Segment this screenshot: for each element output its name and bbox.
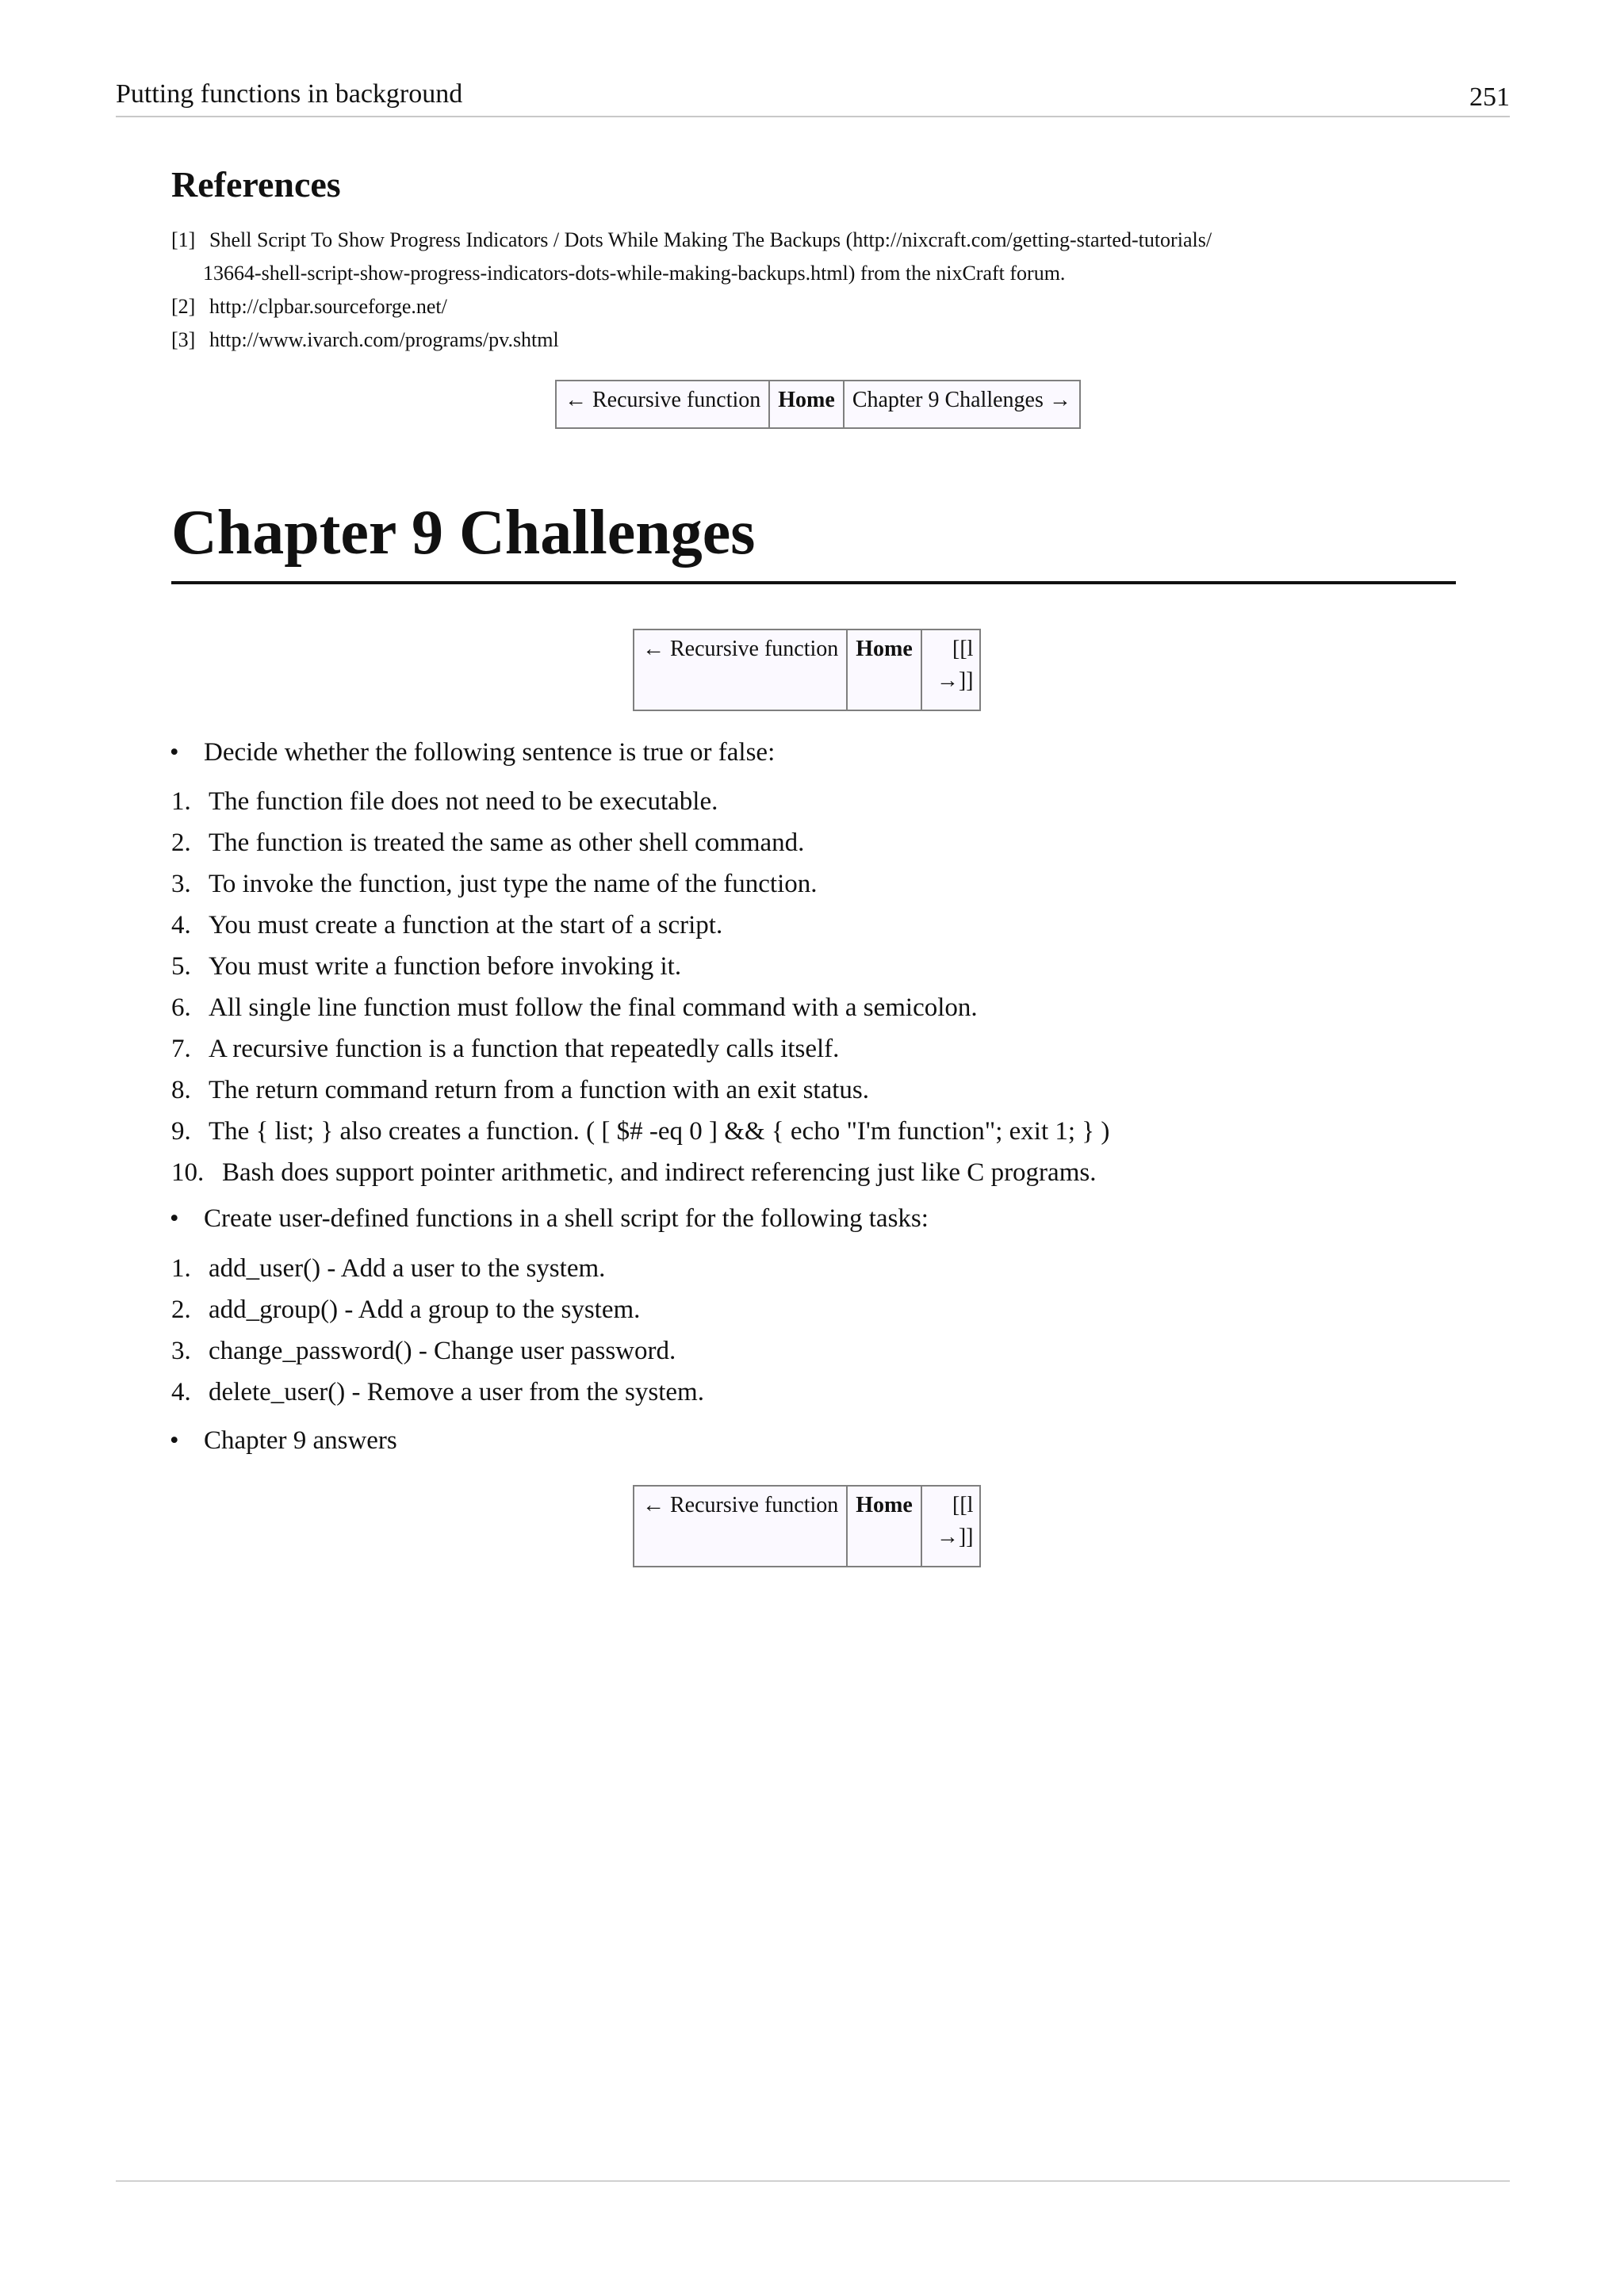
page-number: 251 — [1469, 82, 1510, 112]
list-item: All single line function must follow the final command with a semicolon. — [209, 993, 978, 1022]
list-item-number: 4. — [171, 911, 191, 939]
nav-next-text-line1: [[l — [952, 637, 974, 661]
reference-number: [1] — [171, 228, 196, 251]
list-item: add_user() - Add a user to the system. — [209, 1254, 606, 1283]
list-item-number: 9. — [171, 1117, 191, 1146]
nav-next-text-line1: [[l — [952, 1493, 974, 1517]
list-item: The function file does not need to be executable. — [209, 787, 718, 816]
reference-number: [3] — [171, 328, 196, 351]
nav-prev-link[interactable]: ← Recursive function — [634, 1486, 847, 1567]
references-list — [171, 224, 1511, 357]
bullet-text: Create user-defined functions in a shell script for the following tasks: — [204, 1204, 929, 1233]
bullet-marker: • — [170, 1204, 179, 1233]
list-item-number: 1. — [171, 1254, 191, 1283]
running-header — [116, 76, 1510, 117]
reference-link[interactable]: Shell Script To Show Progress Indicators / Dots While Making The Backups (http://nixcraft.com/getting-started-tutorials/ — [209, 228, 1212, 251]
navigation-box-chapter — [633, 629, 981, 711]
reference-link[interactable]: http://clpbar.sourceforge.net/ — [209, 295, 447, 318]
reference-link-continued[interactable]: 13664-shell-script-show-progress-indicators-dots-while-making-backups.html) from the nixCraft forum. — [203, 262, 1066, 285]
list-item-number: 2. — [171, 1295, 191, 1324]
list-item: You must write a function before invoking it. — [209, 952, 682, 981]
navigation-box-bottom — [633, 1485, 981, 1567]
list-item-number: 1. — [171, 787, 191, 816]
nav-prev-link[interactable]: ← Recursive function — [634, 629, 847, 710]
list-item-number: 4. — [171, 1378, 191, 1406]
nav-home-link[interactable]: Home — [847, 629, 921, 710]
list-item: The return command return from a function with an exit status. — [209, 1076, 870, 1104]
list-item-number: 3. — [171, 1337, 191, 1365]
list-item: A recursive function is a function that repeatedly calls itself. — [209, 1035, 840, 1063]
nav-next-text-line2: →]] — [936, 668, 974, 693]
references-heading: References — [171, 164, 341, 205]
list-item-number: 8. — [171, 1076, 191, 1104]
nav-next-link[interactable] — [921, 629, 981, 710]
bullet-marker: • — [170, 738, 179, 767]
reference-item — [171, 224, 1511, 290]
navigation-box-top — [555, 380, 1081, 429]
list-item-number: 10. — [171, 1158, 205, 1187]
list-item: The { list; } also creates a function. ( [ $# -eq 0 ] && { echo "I'm function"; exit 1; } ) — [209, 1117, 1110, 1146]
list-item: Bash does support pointer arithmetic, and indirect referencing just like C programs. — [222, 1158, 1097, 1187]
list-item: The function is treated the same as other shell command. — [209, 828, 805, 857]
bullet-marker: • — [170, 1426, 179, 1455]
list-item: delete_user() - Remove a user from the system. — [209, 1378, 704, 1406]
nav-next-link[interactable] — [921, 1486, 981, 1567]
reference-item — [171, 290, 1511, 323]
nav-home-link[interactable]: Home — [769, 381, 844, 428]
bullet-text: Decide whether the following sentence is true or false: — [204, 738, 776, 767]
list-item-number: 2. — [171, 828, 191, 857]
list-item: change_password() - Change user password. — [209, 1337, 676, 1365]
list-item: add_group() - Add a group to the system. — [209, 1295, 641, 1324]
nav-next-link[interactable]: Chapter 9 Challenges → — [844, 381, 1080, 428]
reference-number: [2] — [171, 295, 196, 318]
reference-item — [171, 323, 1511, 357]
chapter-title-rule — [171, 581, 1456, 584]
footer-rule — [116, 2180, 1510, 2182]
list-item-number: 6. — [171, 993, 191, 1022]
nav-prev-link[interactable]: ← Recursive function — [556, 381, 769, 428]
chapter-title: Chapter 9 Challenges — [171, 498, 756, 568]
reference-link[interactable]: http://www.ivarch.com/programs/pv.shtml — [209, 328, 559, 351]
list-item-number: 3. — [171, 870, 191, 898]
list-item-number: 7. — [171, 1035, 191, 1063]
nav-home-link[interactable]: Home — [847, 1486, 921, 1567]
list-item: You must create a function at the start of a script. — [209, 911, 723, 939]
nav-next-text-line2: →]] — [936, 1525, 974, 1549]
chapter-answers-link[interactable]: Chapter 9 answers — [204, 1426, 397, 1455]
running-title: Putting functions in background — [116, 79, 463, 109]
list-item-number: 5. — [171, 952, 191, 981]
list-item: To invoke the function, just type the name of the function. — [209, 870, 818, 898]
